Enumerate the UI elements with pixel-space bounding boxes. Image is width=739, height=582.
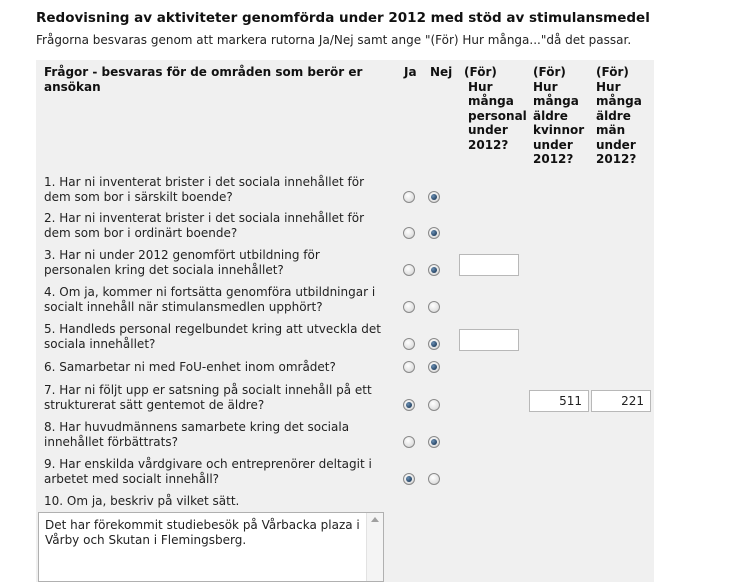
- scroll-up-arrow-icon[interactable]: [371, 517, 379, 522]
- q5-yes-radio[interactable]: [403, 338, 415, 350]
- q4-no-radio[interactable]: [428, 301, 440, 313]
- q6-yes-radio[interactable]: [403, 361, 415, 373]
- question-6: 6. Samarbetar ni med FoU-enhet inom området?: [44, 360, 336, 374]
- header-yes: Ja: [404, 65, 417, 79]
- q8-no-radio[interactable]: [428, 436, 440, 448]
- header-women-line: Hur: [533, 79, 558, 94]
- header-staff-line: personal: [468, 108, 527, 123]
- question-3: 3. Har ni under 2012 genomfört utbildning för personalen kring det sociala innehållet?: [44, 248, 320, 277]
- q9-no-radio[interactable]: [428, 473, 440, 485]
- header-men-line: Hur: [596, 79, 621, 94]
- header-staff-line: Hur: [468, 79, 493, 94]
- header-women-line: kvinnor: [533, 123, 585, 137]
- header-staff-line: 2012?: [468, 137, 509, 152]
- question-10: 10. Om ja, beskriv på vilket sätt.: [44, 494, 240, 508]
- q7-no-radio[interactable]: [428, 399, 440, 411]
- q3-staff-input[interactable]: [459, 254, 519, 276]
- q8-yes-radio[interactable]: [403, 436, 415, 448]
- header-staff-line: under: [468, 123, 508, 137]
- q7-men-input[interactable]: 221: [591, 390, 651, 412]
- header-women-line: (För): [533, 65, 566, 79]
- header-questions: Frågor - besvaras för de områden som berör er ansökan: [44, 65, 363, 94]
- q1-no-radio[interactable]: [428, 191, 440, 203]
- question-4: 4. Om ja, kommer ni fortsätta genomföra utbildningar i socialt innehåll när stimulansmedlen upphört?: [44, 285, 376, 314]
- textarea-scrollbar[interactable]: [366, 513, 383, 581]
- header-women-line: många: [533, 94, 579, 108]
- header-men-line: många: [596, 94, 642, 108]
- header-no: Nej: [430, 65, 453, 79]
- q9-yes-radio[interactable]: [403, 473, 415, 485]
- header-men-line: äldre: [596, 108, 631, 123]
- page-heading: Redovisning av aktiviteter genomförda under 2012 med stöd av stimulansmedel: [36, 10, 650, 26]
- header-men-line: (För): [596, 65, 629, 79]
- header-women-line: 2012?: [533, 152, 574, 166]
- question-9: 9. Har enskilda vårdgivare och entreprenörer deltagit i arbetet med socialt innehåll?: [44, 457, 372, 486]
- header-staff: [464, 65, 530, 152]
- q5-no-radio[interactable]: [428, 338, 440, 350]
- q3-no-radio[interactable]: [428, 264, 440, 276]
- q7-women-input[interactable]: 511: [529, 390, 589, 412]
- question-5: 5. Handleds personal regelbundet kring att utveckla det sociala innehållet?: [44, 322, 382, 351]
- header-women: [533, 65, 593, 167]
- question-2: 2. Har ni inventerat brister i det sociala innehållet för dem som bor i ordinärt boende?: [44, 211, 365, 240]
- q3-yes-radio[interactable]: [403, 264, 415, 276]
- header-men-line: 2012?: [596, 152, 637, 166]
- header-men: [596, 65, 652, 167]
- q1-yes-radio[interactable]: [403, 191, 415, 203]
- question-8: 8. Har huvudmännens samarbete kring det sociala innehållet förbättrats?: [44, 420, 350, 449]
- header-women-line: under: [533, 137, 573, 152]
- q5-staff-input[interactable]: [459, 329, 519, 351]
- q4-yes-radio[interactable]: [403, 301, 415, 313]
- q2-no-radio[interactable]: [428, 227, 440, 239]
- q2-yes-radio[interactable]: [403, 227, 415, 239]
- header-women-line: äldre: [533, 108, 568, 123]
- q6-no-radio[interactable]: [428, 361, 440, 373]
- description-textarea[interactable]: [38, 512, 384, 582]
- header-men-line: under: [596, 137, 636, 152]
- q7-yes-radio[interactable]: [403, 399, 415, 411]
- description-text: Det har förekommit studiebesök på Vårbacka plaza i Vårby och Skutan i Flemingsberg.: [45, 518, 360, 547]
- header-staff-line: många: [468, 94, 514, 108]
- question-1: 1. Har ni inventerat brister i det sociala innehållet för dem som bor i särskilt boende?: [44, 175, 365, 204]
- question-7: 7. Har ni följt upp er satsning på socialt innehåll på ett strukturerat sätt gentemot de äldre?: [44, 383, 372, 412]
- header-staff-line: (För): [464, 65, 497, 79]
- header-men-line: män: [596, 123, 626, 137]
- instructions: Frågorna besvaras genom att markera rutorna Ja/Nej samt ange "(För) Hur många..."då det passar.: [36, 33, 632, 47]
